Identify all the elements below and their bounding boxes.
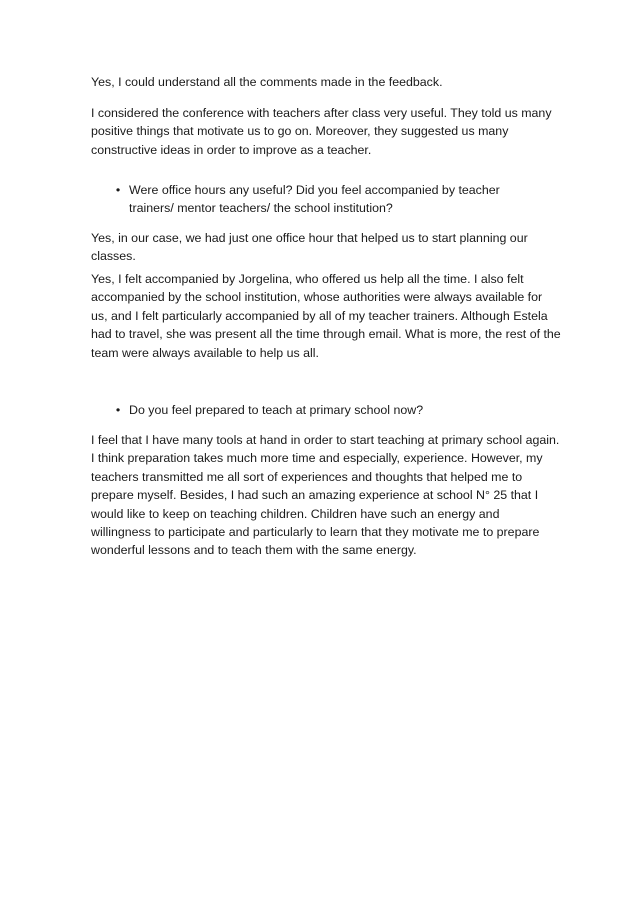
question-prepared-text: Do you feel prepared to teach at primary school now? (129, 403, 424, 417)
paragraph-accompanied: Yes, I felt accompanied by Jorgelina, who offered us help all the time. I also felt accompanied by the school institution, whose authorities were always available for us, and I felt particularly accompanied by all of my teacher trainers. Although Estela had to travel, she was present all the time through email. What is more, the rest of the team were always available to help us all. (91, 272, 561, 360)
paragraph-conference: I considered the conference with teachers after class very useful. They told us many positive things that motivate us to go on. Moreover, they suggested us many constructive ideas in order to improve as a teacher. (91, 106, 552, 157)
bullet-icon: • (115, 183, 121, 197)
paragraph-prepared-answer: I feel that I have many tools at hand in order to start teaching at primary school again. I think preparation takes much more time and especially, experience. However, my teachers transmitted me all sort of experiences and thoughts that helped me to prepare myself. Besides, I had such an amazing experience at school N° 25 that I would like to keep on teaching children. Children have such an energy and willingness to participate and particularly to learn that they motivate me to prepare wonderful lessons and to teach them with the same energy. (91, 433, 560, 558)
question-office-hours-text: Were office hours any useful? Did you feel accompanied by teacher trainers/ mentor teachers/ the school institution? (129, 183, 500, 216)
paragraph-feedback: Yes, I could understand all the comments made in the feedback. (91, 75, 443, 89)
bullet-icon: • (115, 403, 121, 417)
paragraph-office-hour: Yes, in our case, we had just one office hour that helped us to start planning our classes. (91, 231, 528, 264)
